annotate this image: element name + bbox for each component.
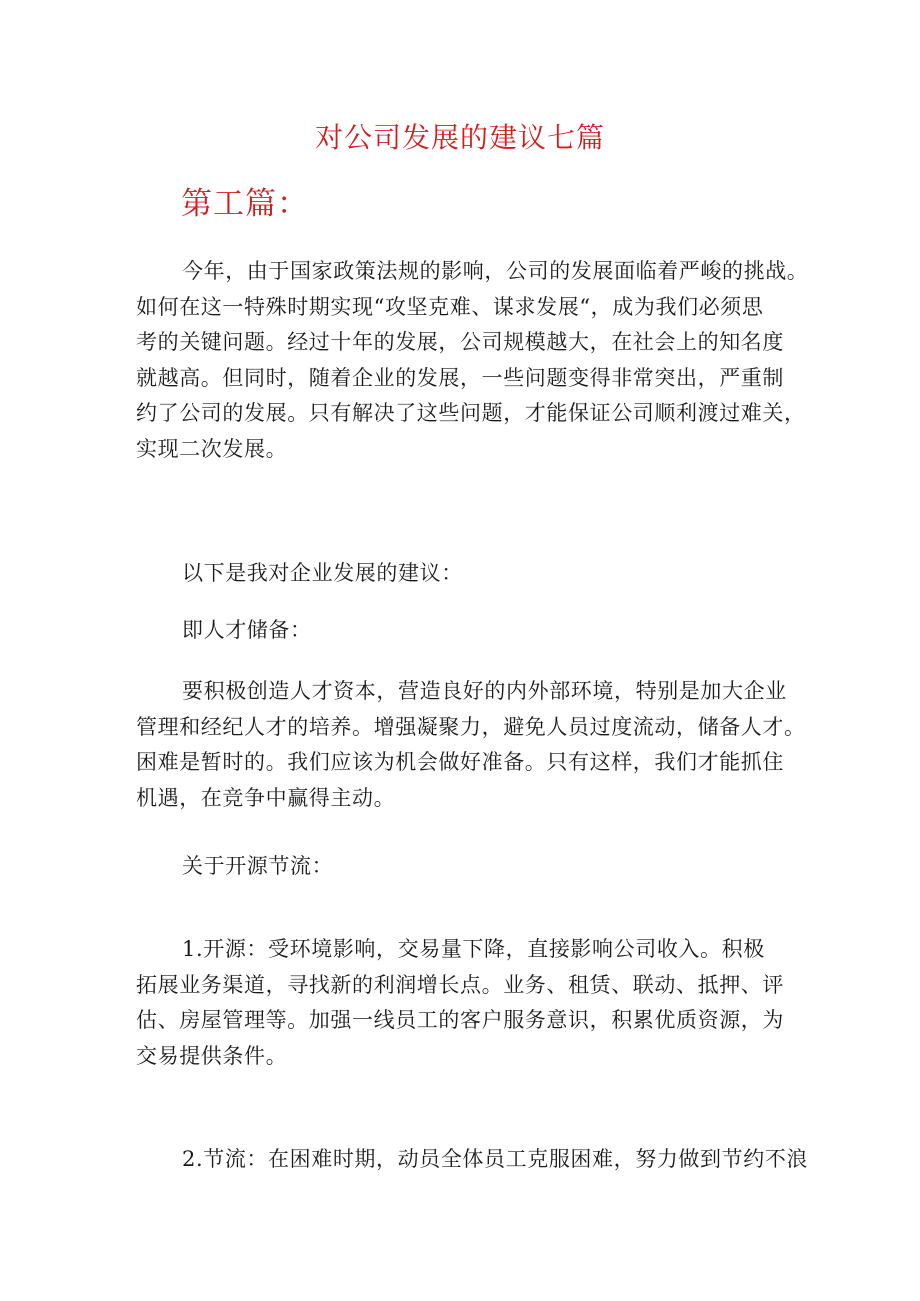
text-line: 管理和经纪人才的培养。增强凝聚力，避免人员过度流动，储备人才。 — [136, 714, 806, 739]
open-source-heading: 关于开源节流： — [182, 854, 334, 878]
document-title: 对公司发展的建议七篇 — [314, 121, 605, 154]
text-line: 就越高。但同时，随着企业的发展，一些问题变得非常突出，严重制 — [136, 365, 784, 390]
text-line: 困难是暂时的。我们应该为机会做好准备。只有这样，我们才能抓住 — [136, 750, 784, 774]
talent-heading: 即人才储备： — [182, 618, 312, 642]
text-line: 1.开源：受环境影响，交易量下降，直接影响公司收入。积极 — [182, 937, 765, 961]
text-line: 今年，由于国家政策法规的影响，公司的发展面临着严峻的挑战。 — [182, 259, 809, 283]
text-line: 如何在这一特殊时期实现“攻坚克难、谋求发展“，成为我们必须思 — [136, 294, 764, 319]
open-source-paragraph — [136, 932, 796, 1074]
intro-paragraph — [136, 254, 809, 467]
text-line: 约了公司的发展。只有解决了这些问题，才能保证公司顺利渡过难关， — [136, 401, 806, 425]
text-line: 机遇，在竞争中赢得主动。 — [136, 785, 396, 810]
text-line: 实现二次发展。 — [136, 436, 288, 461]
text-line: 要积极创造人才资本，营造良好的内外部环境，特别是加大企业 — [182, 679, 787, 703]
section-heading: 第工篇： — [181, 186, 309, 222]
text-line: 2.节流：在困难时期，动员全体员工克服困难，努力做到节约不浪 — [182, 1147, 809, 1171]
text-line: 拓展业务渠道，寻找新的利润增长点。业务、租赁、联动、抵押、评 — [136, 972, 784, 997]
text-line: 考的关键问题。经过十年的发展，公司规模越大，在社会上的知名度 — [136, 330, 784, 354]
suggestions-intro: 以下是我对企业发展的建议： — [182, 561, 463, 585]
text-line: 交易提供条件。 — [136, 1043, 288, 1068]
text-line: 估、房屋管理等。加强一线员工的客户服务意识，积累优质资源，为 — [136, 1008, 784, 1032]
cost-saving-paragraph — [136, 1142, 809, 1178]
talent-paragraph — [136, 674, 806, 816]
